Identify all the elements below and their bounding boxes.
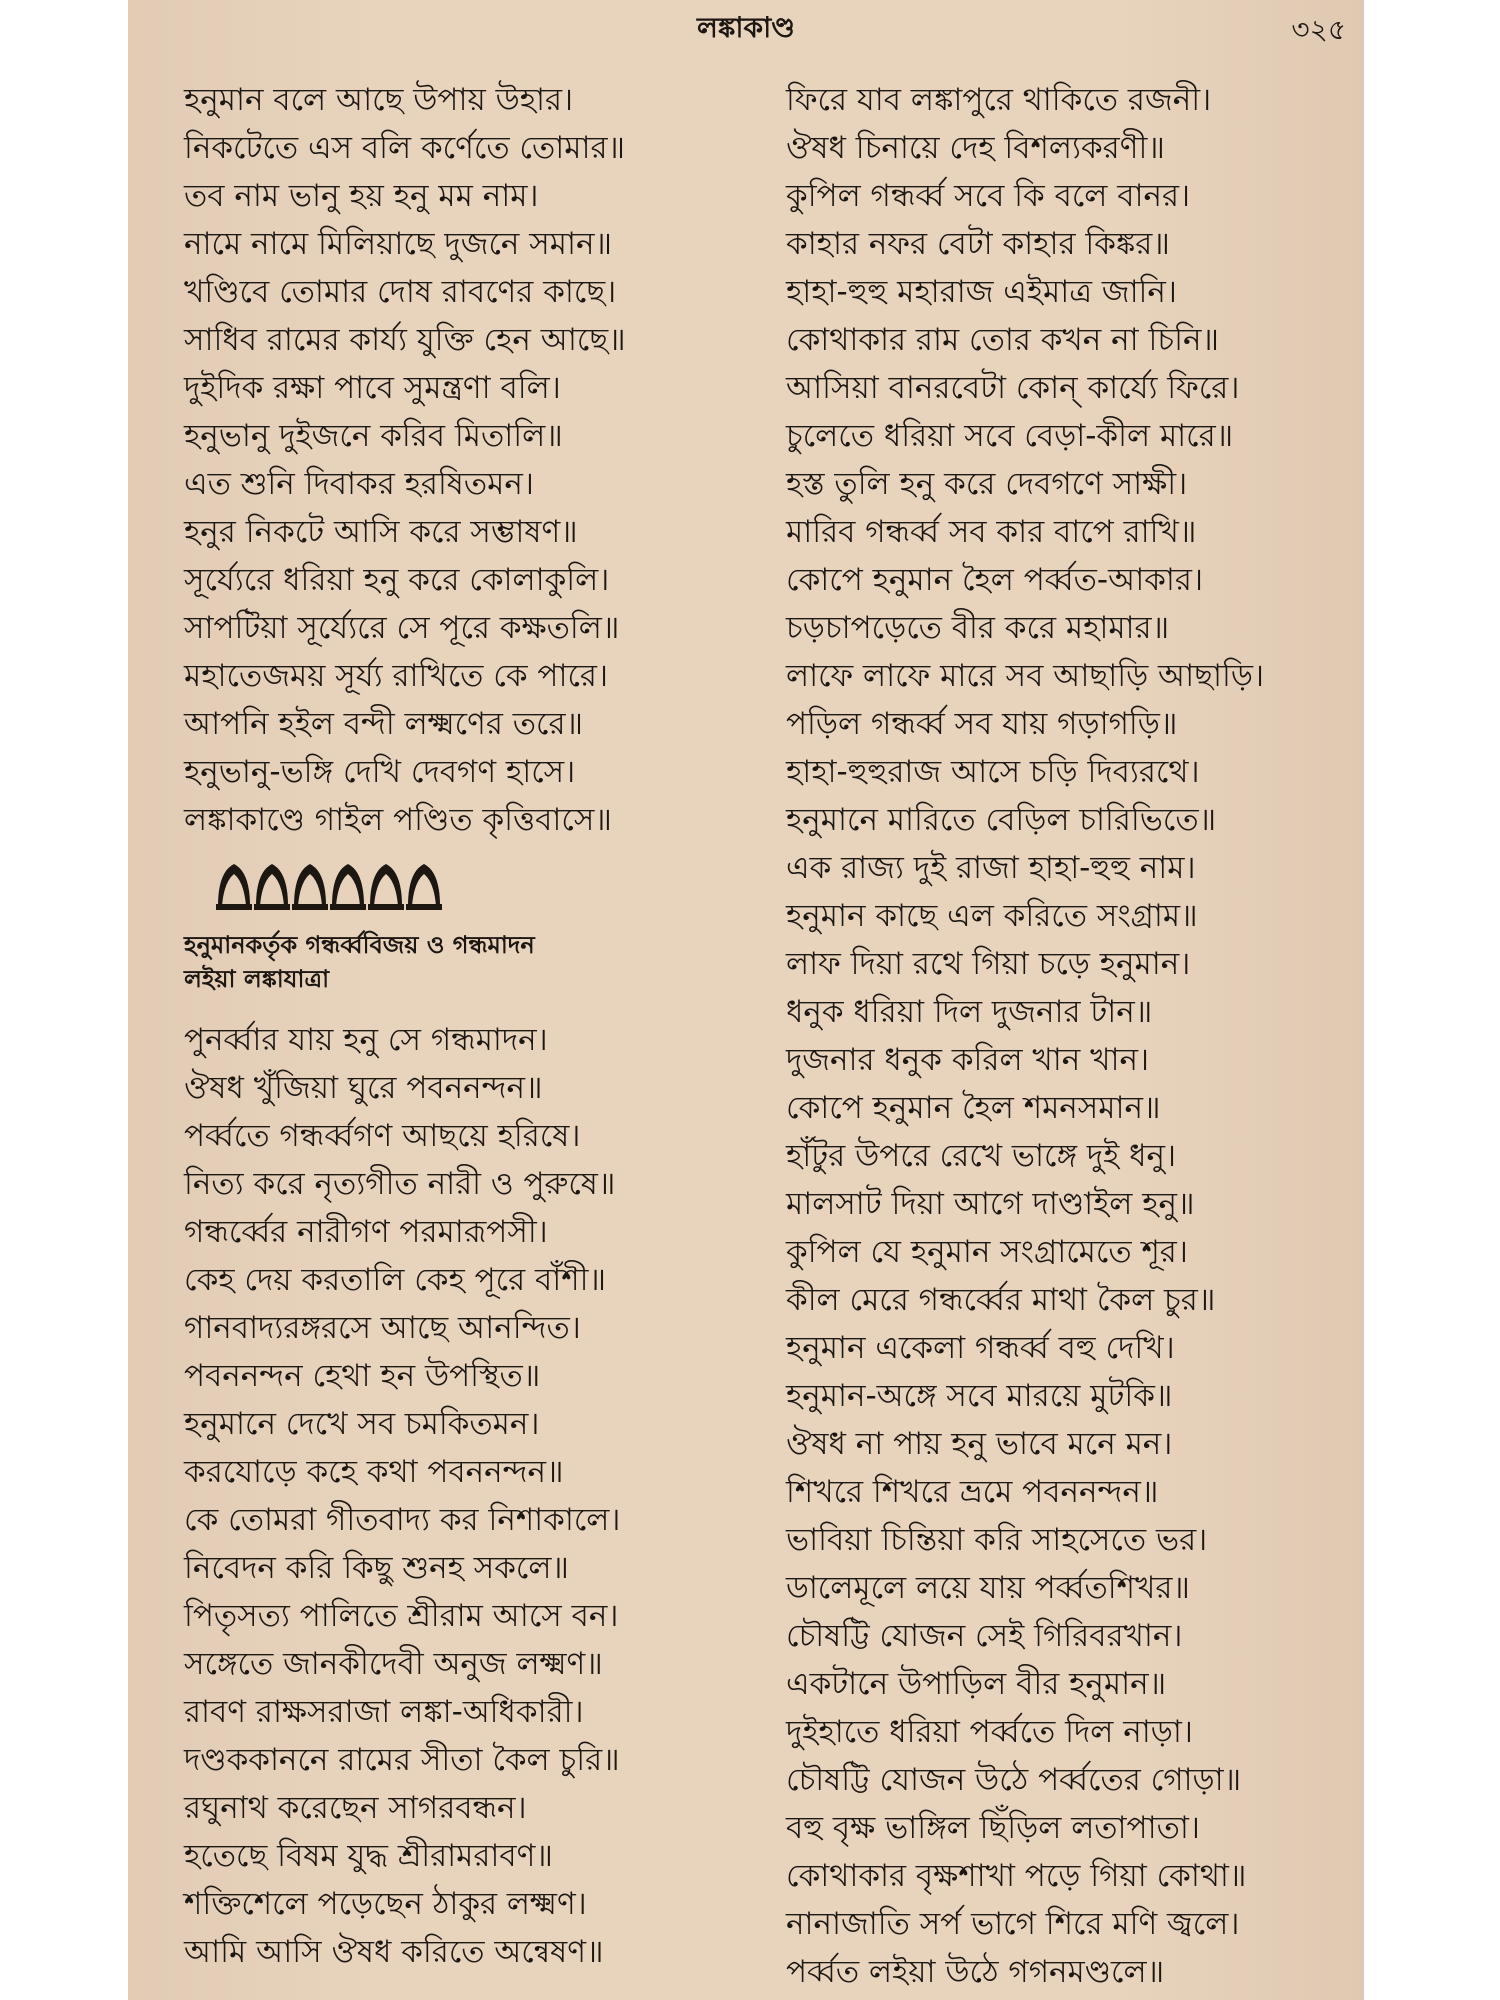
verse-line: কোপে হনুমান হৈল পর্ব্বত-আকার।: [786, 562, 1204, 598]
verse-line: দুইদিক রক্ষা পাবে সুমন্ত্রণা বলি।: [184, 370, 561, 406]
verse-line: হনুমানে দেখে সব চমকিতমন।: [184, 1406, 540, 1442]
verse-line: গানবাদ্যরঙ্গরসে আছে আনন্দিত।: [184, 1310, 581, 1346]
verse-line: ঔষধ চিনায়ে দেহ বিশল্যকরণী॥: [786, 130, 1165, 166]
verse-line: হতেছে বিষম যুদ্ধ শ্রীরামরাবণ॥: [184, 1838, 553, 1874]
verse-line: সাপটিয়া সূর্য্যেরে সে পূরে কক্ষতলি॥: [184, 610, 620, 646]
verse-line: কুপিল যে হনুমান সংগ্রামেতে শূর।: [786, 1234, 1188, 1270]
verse-line: এত শুনি দিবাকর হরষিতমন।: [184, 466, 534, 502]
verse-line: লাফে লাফে মারে সব আছাড়ি আছাড়ি।: [786, 658, 1265, 694]
section-heading: [184, 928, 744, 996]
verse-line: মহাতেজময় সূর্য্য রাখিতে কে পারে।: [184, 658, 609, 694]
section-heading-line: হনুমানকর্তৃক গন্ধর্ব্ববিজয় ও গন্ধমাদন: [184, 931, 535, 959]
verse-line: ঔষধ খুঁজিয়া ঘুরে পবননন্দন॥: [184, 1070, 543, 1106]
verse-line: কোপে হনুমান হৈল শমনসমান॥: [786, 1090, 1161, 1126]
verse-line: কীল মেরে গন্ধর্ব্বের মাথা কৈল চুর॥: [786, 1282, 1216, 1318]
verse-line: বহু বৃক্ষ ভাঙ্গিল ছিঁড়িল লতাপাতা।: [786, 1810, 1200, 1846]
verse-line: হনুমান কাছে এল করিতে সংগ্রাম॥: [786, 898, 1198, 934]
verse-line: পড়িল গন্ধর্ব্ব সব যায় গড়াগড়ি॥: [786, 706, 1178, 742]
verse-line: কেহ দেয় করতালি কেহ পূরে বাঁশী॥: [184, 1262, 606, 1298]
verse-line: কুপিল গন্ধর্ব্ব সবে কি বলে বানর।: [786, 178, 1191, 214]
verse-line: ধনুক ধরিয়া দিল দুজনার টান॥: [786, 994, 1153, 1030]
verse-line: খণ্ডিবে তোমার দোষ রাবণের কাছে।: [184, 274, 617, 310]
verse-line: পিতৃসত্য পালিতে শ্রীরাম আসে বন।: [184, 1598, 619, 1634]
verse-line: হাহা-হুহুরাজ আসে চড়ি দিব্যরথে।: [786, 754, 1200, 790]
verse-line: হনুমান একেলা গন্ধর্ব্ব বহু দেখি।: [786, 1330, 1175, 1366]
verse-line: পর্ব্বত লইয়া উঠে গগনমণ্ডলে॥: [786, 1954, 1165, 1990]
verse-line: মারিব গন্ধর্ব্ব সব কার বাপে রাখি॥: [786, 514, 1197, 550]
verse-line: মালসাট দিয়া আগে দাণ্ডাইল হনু॥: [786, 1186, 1195, 1222]
verse-line: কে তোমরা গীতবাদ্য কর নিশাকালে।: [184, 1502, 621, 1538]
verse-line: আপনি হইল বন্দী লক্ষ্মণের তরে॥: [184, 706, 584, 742]
verse-line: নিবেদন করি কিছু শুনহ সকলে॥: [184, 1550, 569, 1586]
verse-line: কাহার নফর বেটা কাহার কিঙ্কর॥: [786, 226, 1170, 262]
running-header-title: লঙ্কাকাণ্ড: [697, 11, 795, 44]
verse-line: নিকটেতে এস বলি কর্ণেতে তোমার॥: [184, 130, 626, 166]
verse-line: হাহা-হুহু মহারাজ এইমাত্র জানি।: [786, 274, 1178, 310]
verse-line: সাধিব রামের কার্য্য যুক্তি হেন আছে॥: [184, 322, 626, 358]
verse-line: আসিয়া বানরবেটা কোন্ কার্য্যে ফিরে।: [786, 370, 1240, 406]
verse-line: তব নাম ভানু হয় হনু মম নাম।: [184, 178, 539, 214]
verse-line: রাবণ রাক্ষসরাজা লঙ্কা-অধিকারী।: [184, 1694, 584, 1730]
verse-line: ঔষধ না পায় হনু ভাবে মনে মন।: [786, 1426, 1173, 1462]
verse-line: লাফ দিয়া রথে গিয়া চড়ে হনুমান।: [786, 946, 1191, 982]
verse-line: হনুর নিকটে আসি করে সম্ভাষণ॥: [184, 514, 578, 550]
lotus-ornament-icon: [214, 858, 474, 914]
verse-line: এক রাজ্য দুই রাজা হাহা-হুহু নাম।: [786, 850, 1196, 886]
left-verse-block-top: [184, 76, 744, 844]
verse-line: হনুভানু-ভঙ্গি দেখি দেবগণ হাসে।: [184, 754, 576, 790]
verse-line: ফিরে যাব লঙ্কাপুরে থাকিতে রজনী।: [786, 82, 1212, 118]
right-verse-block: [786, 76, 1346, 1996]
verse-line: করযোড়ে কহে কথা পবননন্দন॥: [184, 1454, 564, 1490]
verse-line: সূর্য্যেরে ধরিয়া হনু করে কোলাকুলি।: [184, 562, 610, 598]
verse-line: হস্ত তুলি হনু করে দেবগণে সাক্ষী।: [786, 466, 1188, 502]
verse-line: গন্ধর্ব্বের নারীগণ পরমারূপসী।: [184, 1214, 548, 1250]
page-number: ৩২৫: [1291, 13, 1346, 46]
verse-line: কোথাকার রাম তোর কখন না চিনি॥: [786, 322, 1220, 358]
verse-line: শিখরে শিখরে ভ্রমে পবননন্দন॥: [786, 1474, 1159, 1510]
verse-line: দুইহাতে ধরিয়া পর্ব্বতে দিল নাড়া।: [786, 1714, 1193, 1750]
verse-line: নামে নামে মিলিয়াছে দুজনে সমান॥: [184, 226, 612, 262]
verse-line: আমি আসি ঔষধ করিতে অন্বেষণ॥: [184, 1934, 604, 1970]
verse-line: সঙ্গেতে জানকীদেবী অনুজ লক্ষ্মণ॥: [184, 1646, 603, 1682]
verse-line: নিত্য করে নৃত্যগীত নারী ও পুরুষে॥: [184, 1166, 616, 1202]
verse-line: শক্তিশেলে পড়েছেন ঠাকুর লক্ষ্মণ।: [184, 1886, 587, 1922]
verse-line: নানাজাতি সর্প ভাগে শিরে মণি জ্বলে।: [786, 1906, 1240, 1942]
verse-line: কোথাকার বৃক্ষশাখা পড়ে গিয়া কোথা॥: [786, 1858, 1247, 1894]
section-heading-line: লইয়া লঙ্কাযাত্রা: [184, 965, 330, 993]
verse-line: লঙ্কাকাণ্ডে গাইল পণ্ডিত কৃত্তিবাসে॥: [184, 802, 612, 838]
verse-line: দণ্ডককাননে রামের সীতা কৈল চুরি॥: [184, 1742, 620, 1778]
verse-line: পর্ব্বতে গন্ধর্ব্বগণ আছয়ে হরিষে।: [184, 1118, 581, 1154]
verse-line: ভাবিয়া চিন্তিয়া করি সাহসেতে ভর।: [786, 1522, 1208, 1558]
verse-line: হনুমান বলে আছে উপায় উহার।: [184, 82, 574, 118]
left-column: [184, 76, 744, 1976]
verse-line: রঘুনাথ করেছেন সাগরবন্ধন।: [184, 1790, 527, 1826]
verse-line: চৌষট্টি যোজন উঠে পর্ব্বতের গোড়া॥: [786, 1762, 1242, 1798]
verse-line: চড়চাপড়েতে বীর করে মহামার॥: [786, 610, 1170, 646]
verse-line: পবননন্দন হেথা হন উপস্থিত॥: [184, 1358, 541, 1394]
verse-line: হনুমান-অঙ্গে সবে মারয়ে মুটকি॥: [786, 1378, 1173, 1414]
verse-line: একটানে উপাড়িল বীর হনুমান॥: [786, 1666, 1167, 1702]
verse-line: হনুভানু দুইজনে করিব মিতালি॥: [184, 418, 563, 454]
lotus-ornament-icon: [184, 844, 744, 928]
right-column: [786, 76, 1346, 1996]
left-verse-block-bottom: [184, 1016, 744, 1976]
verse-line: পুনর্ব্বার যায় হনু সে গন্ধমাদন।: [184, 1022, 548, 1058]
verse-line: হনুমানে মারিতে বেড়িল চারিভিতে॥: [786, 802, 1217, 838]
verse-line: হাঁটুর উপরে রেখে ভাঙ্গে দুই ধনু।: [786, 1138, 1177, 1174]
verse-line: ডালেমূলে লয়ে যায় পর্ব্বতশিখর॥: [786, 1570, 1190, 1606]
book-page: [128, 0, 1364, 2000]
verse-line: দুজনার ধনুক করিল খান খান।: [786, 1042, 1150, 1078]
verse-line: চৌষট্টি যোজন সেই গিরিবরখান।: [786, 1618, 1183, 1654]
verse-line: চুলেতে ধরিয়া সবে বেড়া-কীল মারে॥: [786, 418, 1234, 454]
